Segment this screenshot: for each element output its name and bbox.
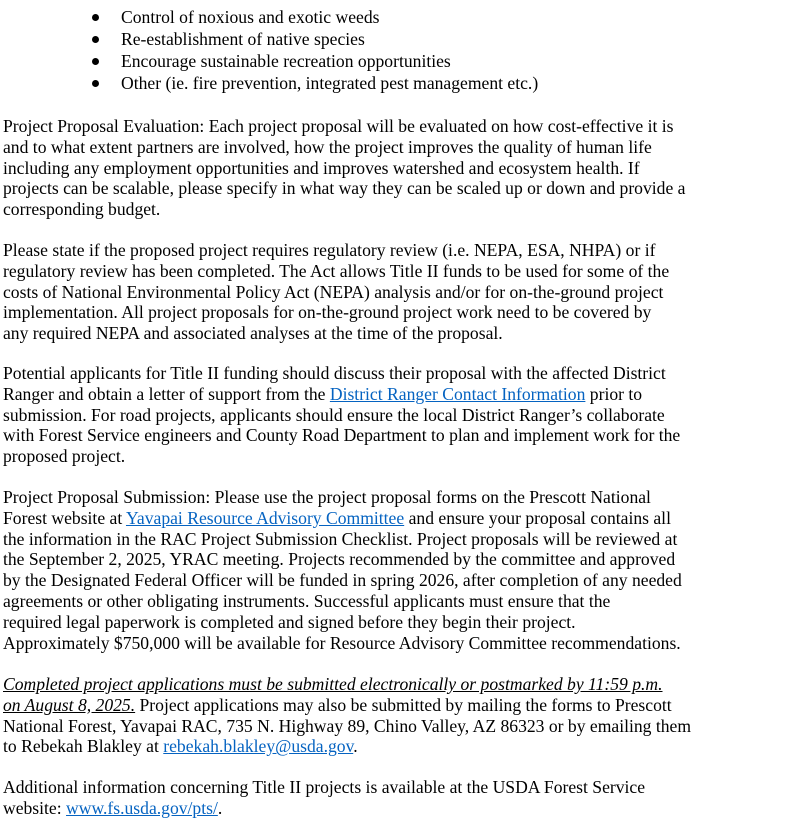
submission-paragraph: Project Proposal Submission: Please use the project proposal forms on the Prescott National Forest website at Yavapai Resource Advisory Committee and ensure your proposal contains all the information in the RAC Project Submission Checklist. Project proposals will be reviewed at the September 2, 2025, YRAC meeting. Projects recommended by the committee and approved by the Designated Federal Officer will be funded in spring 2026, after completion of any needed agreements or other obligating instruments. Successful applicants must ensure that the required legal paperwork is completed and signed before they begin their project. Approximately $750,000 will be available for Resource Advisory Committee recommendations.: [3, 487, 682, 653]
bullet-item: Control of noxious and exotic weeds: [0, 6, 800, 28]
bullet-item: Re-establishment of native species: [0, 28, 800, 50]
yavapai-rac-link[interactable]: Yavapai Resource Advisory Committee: [125, 507, 405, 528]
bullet-dot-icon: [92, 58, 99, 65]
regulatory-review-paragraph: Please state if the proposed project requires regulatory review (i.e. NEPA, ESA, NHPA) or if regulatory review has been completed. The Act allows Title II funds to be used for some of the costs of National Environmental Policy Act (NEPA) analysis and/or for on-the-ground project implementation. All project proposals for on-the-ground project work need to be covered by any required NEPA and associated analyses at the time of the proposal.: [3, 240, 670, 344]
district-ranger-contact-link[interactable]: District Ranger Contact Information: [329, 383, 586, 404]
email-link[interactable]: rebekah.blakley@usda.gov: [163, 736, 354, 757]
evaluation-paragraph: Project Proposal Evaluation: Each project proposal will be evaluated on how cost-effective it is and to what extent partners are involved, how the project improves the quality of human life including any employment opportunities and improves watershed and ecosystem health. If projects can be scalable, please specify in what way they can be scaled up or down and provide a corresponding budget.: [3, 116, 686, 220]
district-ranger-paragraph: Potential applicants for Title II funding should discuss their proposal with the affected District Ranger and obtain a letter of support from the District Ranger Contact Information prior to submission. For road projects, applicants should ensure the local District Ranger’s collaborate with Forest Service engineers and County Road Department to plan and implement work for the proposed project.: [3, 363, 681, 467]
bullet-dot-icon: [92, 14, 99, 21]
bullet-item: Other (ie. fire prevention, integrated pest management etc.): [0, 72, 800, 94]
deadline-paragraph: Completed project applications must be submitted electronically or postmarked by 11:59 p.m. on August 8, 2025. Project applications may also be submitted by mailing the forms to Prescott National Forest, Yavapai RAC, 735 N. Highway 89, Chino Valley, AZ 86323 or by emailing them to Rebekah Blakley at rebekah.blakley@usda.gov.: [3, 674, 692, 757]
usda-website-link[interactable]: www.fs.usda.gov/pts/: [66, 797, 218, 818]
bullet-dot-icon: [92, 80, 99, 87]
bullet-dot-icon: [92, 36, 99, 43]
project-type-bullet-list: [0, 6, 800, 94]
bullet-item: Encourage sustainable recreation opportunities: [0, 50, 800, 72]
additional-info-paragraph: Additional information concerning Title II projects is available at the USDA Forest Service website: www.fs.usda.gov/pts/.: [3, 777, 646, 818]
